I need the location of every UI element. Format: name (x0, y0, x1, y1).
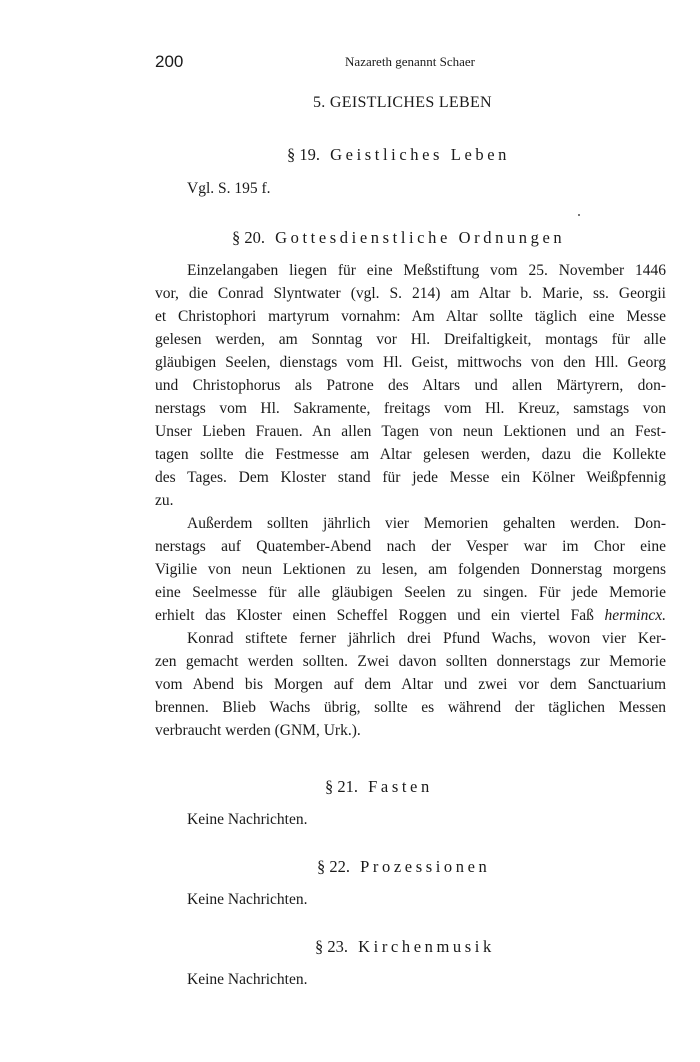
text-line: Vigilie von neun Lektionen zu lesen, am folgenden Donnerstag morgens (155, 561, 666, 578)
chapter-title: 5. GEISTLICHES LEBEN (313, 94, 492, 111)
text-line: verbraucht werden (GNM, Urk.). (155, 722, 361, 739)
text-line-part: erhielt das Kloster einen Scheffel Roggen und ein viertel Faß (155, 607, 594, 624)
text-line: brennen. Blieb Wachs übrig, sollte es während der täglichen Messen (155, 699, 666, 716)
page-number: 200 (155, 52, 184, 71)
section-mark: § 21. (325, 777, 358, 796)
text-line: nerstags vom Hl. Sakramente, freitags vom Hl. Kreuz, samstags von (155, 400, 666, 417)
text-line: zen gemacht werden sollten. Zwei davon sollten donnerstags zur Memorie (155, 653, 666, 670)
section-21-text: Keine Nachrichten. (187, 811, 308, 828)
text-line: vor, die Conrad Slyntwater (vgl. S. 214) am Altar b. Marie, ss. Georgii (155, 285, 666, 302)
section-heading-19 (287, 145, 510, 165)
text-line: Außerdem sollten jährlich vier Memorien gehalten werden. Don- (187, 515, 666, 532)
section-heading-22 (317, 857, 490, 877)
text-line (155, 607, 666, 625)
running-head: Nazareth genannt Schaer (345, 54, 475, 69)
text-line: gläubigen Seelen, dienstags vom Hl. Geist, mittwochs von den Hll. Georg (155, 354, 666, 371)
text-line: Einzelangaben liegen für eine Meßstiftung vom 25. November 1446 (187, 262, 666, 279)
section-19-text: Vgl. S. 195 f. (187, 180, 271, 197)
text-line: gelesen werden, am Sonntag vor Hl. Dreifaltigkeit, montags für alle (155, 331, 666, 348)
text-line: et Christophori martyrum vornahm: Am Altar sollte täglich eine Messe (155, 308, 666, 325)
text-line: zu. (155, 492, 174, 509)
section-mark: § 20. (232, 228, 265, 247)
section-mark: § 23. (315, 937, 348, 956)
section-heading-20 (232, 228, 565, 248)
italic-term: hermincx. (604, 607, 666, 624)
section-23-text: Keine Nachrichten. (187, 971, 308, 988)
section-title: Geistliches Leben (330, 145, 510, 164)
text-line: eine Seelmesse für alle gläubigen Seelen zu singen. Für jede Memorie (155, 584, 666, 601)
section-title: Gottesdienstliche Ordnungen (275, 228, 566, 247)
section-heading-21 (325, 777, 433, 797)
text-line: nerstags auf Quatember-Abend nach der Vesper war im Chor eine (155, 538, 666, 555)
text-line: des Tages. Dem Kloster stand für jede Messe ein Kölner Weißpfennig (155, 469, 666, 486)
text-line: vom Abend bis Morgen auf dem Altar und zwei vor dem Sanctuarium (155, 676, 666, 693)
text-line: tagen sollte die Festmesse am Altar gelesen werden, dazu die Kollekte (155, 446, 666, 463)
section-mark: § 22. (317, 857, 350, 876)
text-line: und Christophorus als Patrone des Altars und allen Märtyrern, don- (155, 377, 666, 394)
stray-mark (578, 214, 580, 216)
section-title: Fasten (368, 777, 433, 796)
text-line: Konrad stiftete ferner jährlich drei Pfund Wachs, wovon vier Ker- (187, 630, 666, 647)
section-heading-23 (315, 937, 495, 957)
section-title: Prozessionen (360, 857, 491, 876)
section-title: Kirchenmusik (358, 937, 495, 956)
section-mark: § 19. (287, 145, 320, 164)
text-line: Unser Lieben Frauen. An allen Tagen von neun Lektionen und an Fest- (155, 423, 666, 440)
section-22-text: Keine Nachrichten. (187, 891, 308, 908)
